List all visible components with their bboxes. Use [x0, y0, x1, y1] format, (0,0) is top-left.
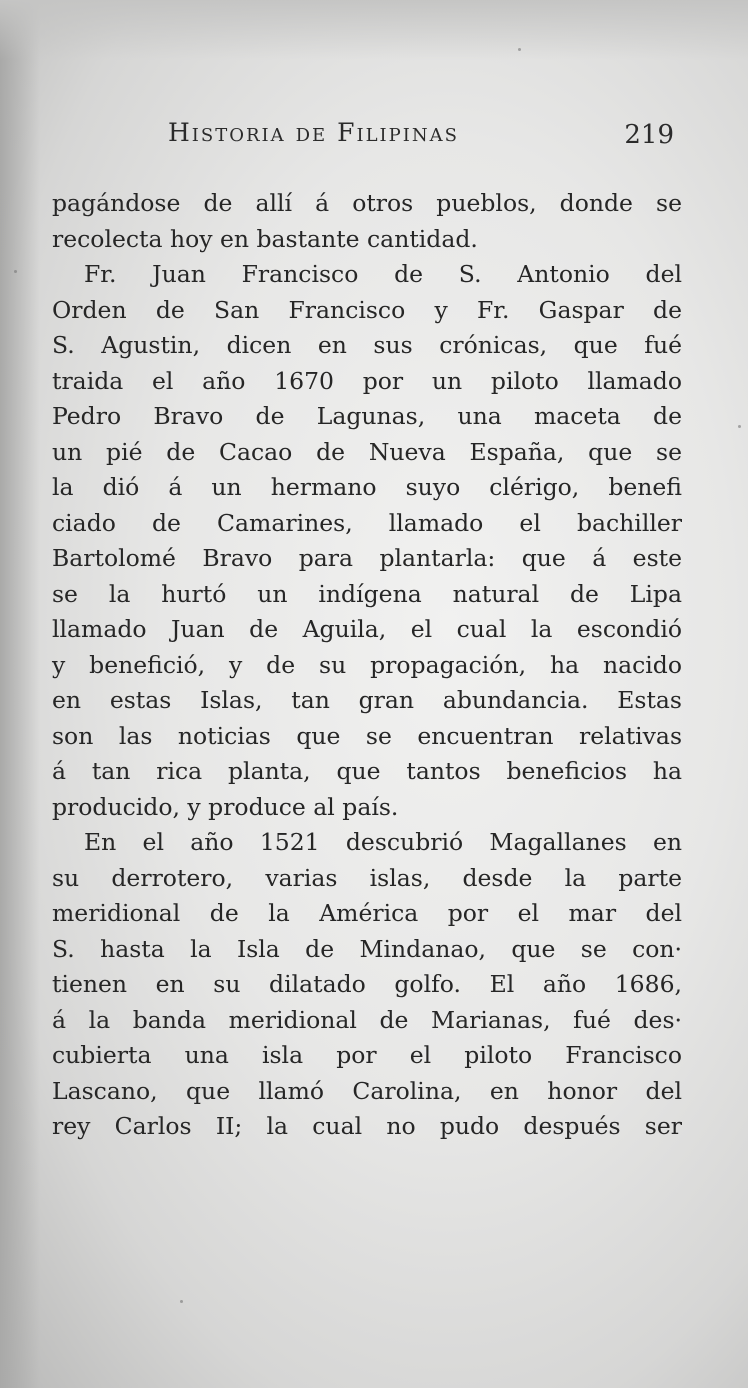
text-line: pagándose de allí á otros pueblos, donde se	[52, 189, 682, 217]
text-line: un pié de Cacao de Nueva España, que se	[52, 437, 682, 466]
text-line: Fr. Juan Francisco de S. Antonio del	[84, 260, 682, 288]
dust-speck	[14, 270, 17, 273]
text-line: la dió á un hermano suyo clérigo, benefi	[52, 473, 682, 501]
text-line: son las noticias que se encuentran relativas	[52, 721, 682, 750]
text-line: Orden de San Francisco y Fr. Gaspar de	[52, 295, 682, 324]
text-line: su derrotero, varias islas, desde la parte	[52, 863, 682, 892]
text-line: ciado de Camarines, llamado el bachiller	[52, 508, 682, 537]
text-line: S. hasta la Isla de Mindanao, que se con·	[52, 934, 682, 963]
text-line: á la banda meridional de Marianas, fué des·	[52, 1005, 682, 1034]
page-header	[168, 112, 688, 152]
text-line: tienen en su dilatado golfo. El año 1686,	[52, 970, 682, 998]
text-line: En el año 1521 descubrió Magallanes en	[84, 828, 682, 856]
dust-speck	[180, 1300, 183, 1303]
text-line: cubierta una isla por el piloto Francisco	[52, 1041, 682, 1069]
text-line: Lascano, que llamó Carolina, en honor del	[52, 1076, 682, 1105]
body-text	[52, 186, 682, 1145]
text-line: Bartolomé Bravo para plantarla: que á este	[52, 544, 682, 572]
page-shadow-top	[0, 0, 748, 60]
text-line: en estas Islas, tan gran abundancia. Estas	[52, 686, 682, 714]
text-line: rey Carlos II; la cual no pudo después ser	[52, 1112, 682, 1140]
text-line: Pedro Bravo de Lagunas, una maceta de	[52, 402, 682, 430]
text-line: recolecta hoy en bastante cantidad.	[52, 224, 478, 253]
text-line: traida el año 1670 por un piloto llamado	[52, 366, 682, 395]
text-line: meridional de la América por el mar del	[52, 899, 682, 927]
running-title: Historia de Filipinas	[168, 118, 459, 147]
text-line: producido, y produce al país.	[52, 792, 399, 821]
text-line: y benefició, y de su propagación, ha nacido	[52, 650, 682, 679]
dust-speck	[518, 48, 521, 51]
text-line: á tan rica planta, que tantos beneficios ha	[52, 757, 682, 785]
text-line: se la hurtó un indígena natural de Lipa	[52, 579, 682, 608]
page-number: 219	[624, 120, 674, 150]
text-line: llamado Juan de Aguila, el cual la escondió	[52, 615, 682, 643]
text-line: S. Agustin, dicen en sus crónicas, que fué	[52, 331, 682, 359]
dust-speck	[738, 425, 741, 428]
page-shadow-left	[0, 0, 40, 1388]
